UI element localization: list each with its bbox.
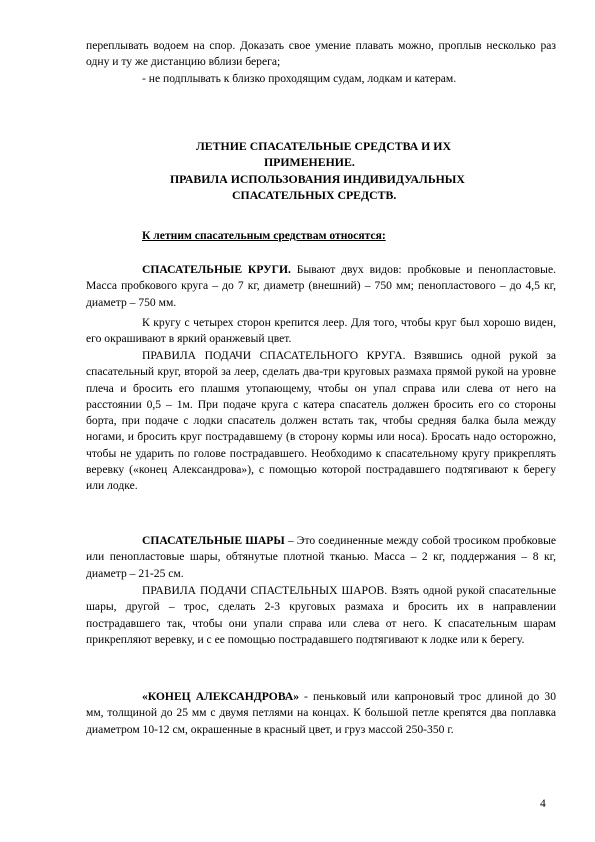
circles-title: СПАСАТЕЛЬНЫЕ КРУГИ. <box>142 263 291 276</box>
paragraph-circles <box>86 262 556 311</box>
paragraph-balls-rules: ПРАВИЛА ПОДАЧИ СПАСТЕЛЬНЫХ ШАРОВ. Взять одной рукой спасательные шары, другой – трос, сделать 2-3 круговых размаха и бросить их в направлении пострадавшего так, чтобы они упали справа или слева от него. К спасательным шарам прикрепляют веревку, и с ее помощью пострадавшего подтягивают к лодке или к берегу. <box>86 584 556 646</box>
rope-title: «КОНЕЦ АЛЕКСАНДРОВА» <box>142 690 299 703</box>
circles-text: Бывают двух видов: пробковые и пенопластовые. Масса пробкового круга – до 7 кг, диаметр (внешний) – 750 мм; пенопластового – до 4,5 кг, диаметр – 750 мм. <box>86 263 556 309</box>
paragraph-rope <box>86 689 556 738</box>
bullet-item: - не подплывать к близко проходящим судам, лодкам и катерам. <box>142 72 457 85</box>
paragraph-circles-rules: ПРАВИЛА ПОДАЧИ СПАСАТЕЛЬНОГО КРУГА. Взявшись одной рукой за спасательный круг, второй за леер, сделать два-три круговых размаха прямой рукой на уровне плеча и бросить его плашмя утопающему, чтобы он упал справа или слева от него на расстоянии 0,5 – 1м. При подаче круга с катера спасатель должен бросить его со стороны борта, при подаче с лодки спасатель должен встать так, чтобы средняя балка была между ногами, и бросить круг пострадавшему (в сторону кормы или носа). Бросать надо осторожно, чтобы не ударить по голове пострадавшего. Необходимо к спасательному кругу прикреплять веревку («конец Александрова»), с помощью которой пострадавшего подтягивают к берегу или лодке. <box>86 349 556 493</box>
page-number: 4 <box>540 798 546 810</box>
heading-line-4: СПАСАТЕЛЬНЫХ СРЕДСТВ. <box>232 187 397 202</box>
intro-line: К летним спасательным средствам относятся: <box>142 229 386 242</box>
section-heading <box>86 138 556 203</box>
heading-line-1: ЛЕТНИЕ СПАСАТЕЛЬНЫЕ СРЕДСТВА И ИХ <box>196 139 451 153</box>
heading-line-2: ПРИМЕНЕНИЕ. <box>264 155 355 170</box>
paragraph-circles-2: К кругу с четырех сторон крепится леер. Для того, чтобы круг был хорошо виден, его окрашивают в яркий оранжевый цвет. <box>86 316 556 346</box>
balls-text: – Это соединенные между собой тросиком пробковые или пенопластовые шары, обтянутые плотной тканью. Масса – 2 кг, поддержания – 8 кг, диаметр – 21-25 см. <box>86 534 557 580</box>
rope-text: - пеньковый или капроновый трос длиной до 30 мм, толщиной до 25 мм с двумя петлями на концах. К большой петле крепятся два поплавка диаметром 10-12 см, окрашенные в красный цвет, и груз массой 250-350 г. <box>86 690 557 736</box>
paragraph-top: переплывать водоем на спор. Доказать свое умение плавать можно, проплыв несколько раз одну и ту же дистанцию вблизи берега; <box>86 39 556 69</box>
heading-line-3: ПРАВИЛА ИСПОЛЬЗОВАНИЯ ИНДИВИДУАЛЬНЫХ <box>170 171 465 186</box>
balls-title: СПАСАТЕЛЬНЫЕ ШАРЫ <box>142 534 285 547</box>
paragraph-balls <box>86 533 556 582</box>
